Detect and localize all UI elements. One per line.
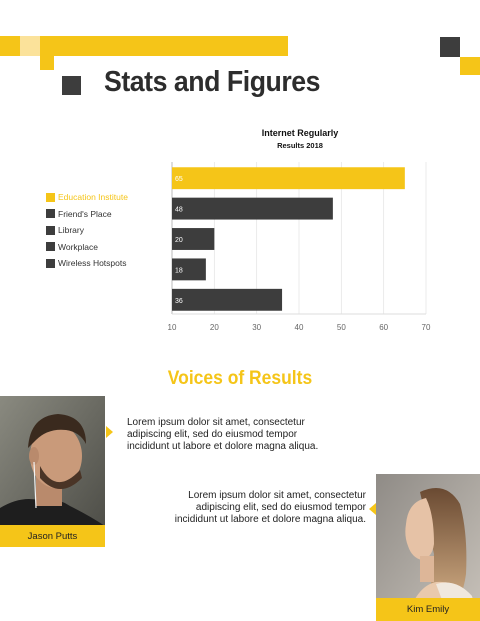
legend-label: Friend's Place	[58, 208, 112, 219]
bar-value-label: 36	[175, 297, 183, 305]
legend-label: Education Institute	[58, 192, 128, 202]
testimonial-quote	[140, 490, 366, 526]
page-title: Stats and Figures	[104, 66, 321, 98]
testimonial-name: Jason Putts	[27, 530, 78, 542]
bar-value-label: 20	[175, 237, 183, 244]
legend-label: Wireless Hotspots	[58, 258, 127, 268]
x-tick-label: 10	[167, 323, 177, 332]
bar-value-label: 48	[175, 206, 183, 214]
person-portrait-icon	[0, 396, 105, 546]
quote-line: adipiscing elit, sed do eiusmod tempor	[195, 502, 366, 513]
name-plate-kim	[376, 598, 480, 621]
pointer-triangle-right-icon	[106, 426, 113, 438]
testimonial-photo-jason	[0, 396, 105, 546]
x-tick-label: 60	[379, 323, 389, 332]
bar-value-label: 18	[175, 267, 183, 275]
chart-subtitle: Results 2018	[277, 141, 323, 150]
quote-line: Lorem ipsum dolor sit amet, consectetur	[127, 417, 305, 428]
quote-line: incididunt ut labore et dolore magna aliqua.	[174, 514, 366, 525]
bar	[172, 167, 405, 189]
testimonial-quote	[127, 417, 387, 453]
x-tick-label: 50	[336, 323, 346, 332]
quote-line: adipiscing elit, sed do eiusmod tempor	[127, 429, 298, 440]
quote-line: incididunt ut labore et dolore magna aliqua.	[127, 441, 319, 452]
section-title: Voices of Results	[167, 368, 313, 389]
x-tick-label: 70	[421, 323, 431, 332]
bar-value-label: 65	[175, 176, 183, 184]
chart-title: Internet Regularly	[261, 128, 339, 138]
quote-line: Lorem ipsum dolor sit amet, consectetur	[188, 490, 366, 501]
x-tick-label: 20	[209, 323, 219, 332]
legend-label: Library	[58, 225, 84, 235]
bar	[172, 198, 333, 220]
pointer-triangle-left-icon	[369, 503, 376, 515]
testimonial-name: Kim Emily	[406, 604, 450, 615]
x-tick-label: 40	[294, 323, 304, 332]
bar	[172, 289, 282, 311]
legend-label: Workplace	[58, 241, 98, 252]
name-plate-jason	[0, 525, 105, 547]
x-tick-label: 30	[252, 323, 262, 332]
